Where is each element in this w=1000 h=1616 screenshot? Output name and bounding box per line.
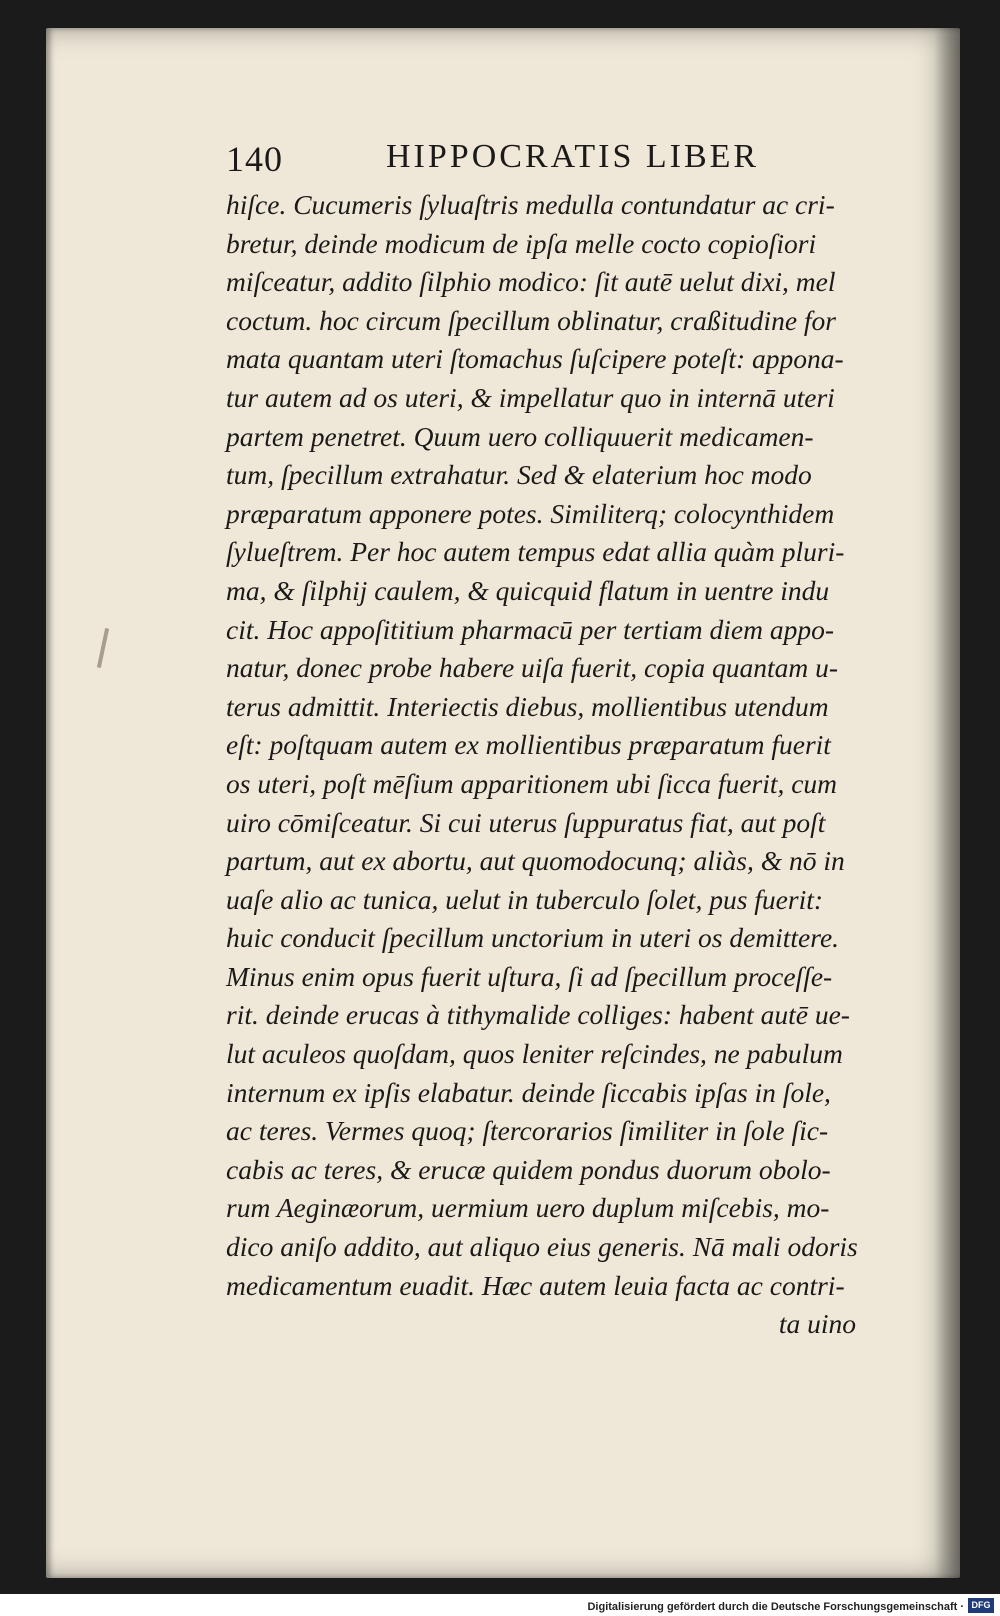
text-line: præparatum apponere potes. Similiterq; colocynthidem: [226, 497, 835, 529]
page-number: 140: [226, 139, 283, 179]
body-text: [226, 186, 896, 1344]
text-line: partem penetret. Quum uero colliquuerit medicamen-: [226, 420, 814, 452]
footer-credit: Digitalisierung gefördert durch die Deutsche Forschungsgemeinschaft ·: [587, 1601, 964, 1613]
text-line: ſylueſtrem. Per hoc autem tempus edat allia quàm pluri-: [226, 536, 845, 568]
dfg-logo: DFG: [968, 1598, 994, 1613]
text-line: uiro cōmiſceatur. Si cui uterus ſuppuratus fiat, aut poſt: [226, 806, 826, 838]
text-line: dico aniſo addito, aut aliquo eius generis. Nā mali odoris: [226, 1231, 858, 1263]
text-line: ma, & ſilphij caulem, & quicquid flatum in uentre indu: [226, 574, 830, 606]
page-header: [226, 138, 826, 178]
text-line: partum, aut ex abortu, aut quomodocunq; aliàs, & nō in: [226, 845, 845, 877]
ink-mark: [97, 628, 109, 668]
text-line: huic conducit ſpecillum unctorium in uteri os demittere.: [226, 922, 840, 954]
text-line: mata quantam uteri ſtomachus ſuſcipere poteſt: appona-: [226, 343, 844, 375]
text-line: terus admittit. Interiectis diebus, mollientibus utendum: [226, 690, 829, 722]
text-line: natur, donec probe habere uiſa fuerit, copia quantam u-: [226, 652, 839, 684]
text-line: eſt: poſtquam autem ex mollientibus præparatum fuerit: [226, 729, 831, 761]
text-line: os uteri, poſt mēſium apparitionem ubi ſicca fuerit, cum: [226, 767, 838, 799]
text-line: Minus enim opus fuerit uſtura, ſi ad ſpecillum proceſſe-: [226, 960, 833, 992]
text-line: medicamentum euadit. Hæc autem leuia facta ac contri-: [226, 1269, 845, 1301]
text-line: internum ex ipſis elabatur. deinde ſiccabis ipſas in ſole,: [226, 1076, 831, 1108]
text-line: lut aculeos quoſdam, quos leniter reſcindes, ne pabulum: [226, 1038, 843, 1070]
text-line: coctum. hoc circum ſpecillum oblinatur, craßitudine for: [226, 304, 836, 336]
text-line: ac teres. Vermes quoq; ſtercorarios ſimiliter in ſole ſic-: [226, 1115, 829, 1147]
text-line: rum Aeginæorum, uermium uero duplum miſcebis, mo-: [226, 1192, 830, 1224]
page-gutter-shadow: [934, 28, 960, 1578]
text-line: hiſce. Cucumeris ſyluaſtris medulla contundatur ac cri-: [226, 189, 835, 220]
text-line: cit. Hoc appoſititium pharmacū per tertiam diem appo-: [226, 613, 834, 645]
running-head: HIPPOCRATIS LIBER: [386, 138, 760, 175]
text-line: tur autem ad os uteri, & impellatur quo in internā uteri: [226, 381, 835, 413]
catchword: ta uino: [778, 1308, 856, 1340]
text-line: uaſe alio ac tunica, uelut in tuberculo ſolet, pus fuerit:: [226, 883, 824, 915]
digitization-footer: [0, 1594, 1000, 1616]
text-line: rit. deinde erucas à tithymalide colliges: habent autē ue-: [226, 999, 850, 1031]
text-line: bretur, deinde modicum de ipſa melle cocto copioſiori: [226, 227, 817, 259]
text-line: tum, ſpecillum extrahatur. Sed & elaterium hoc modo: [226, 459, 812, 491]
text-line: miſceatur, addito ſilphio modico: ſit autē uelut dixi, mel: [226, 266, 836, 298]
text-line: cabis ac teres, & erucæ quidem pondus duorum obolo-: [226, 1153, 831, 1185]
